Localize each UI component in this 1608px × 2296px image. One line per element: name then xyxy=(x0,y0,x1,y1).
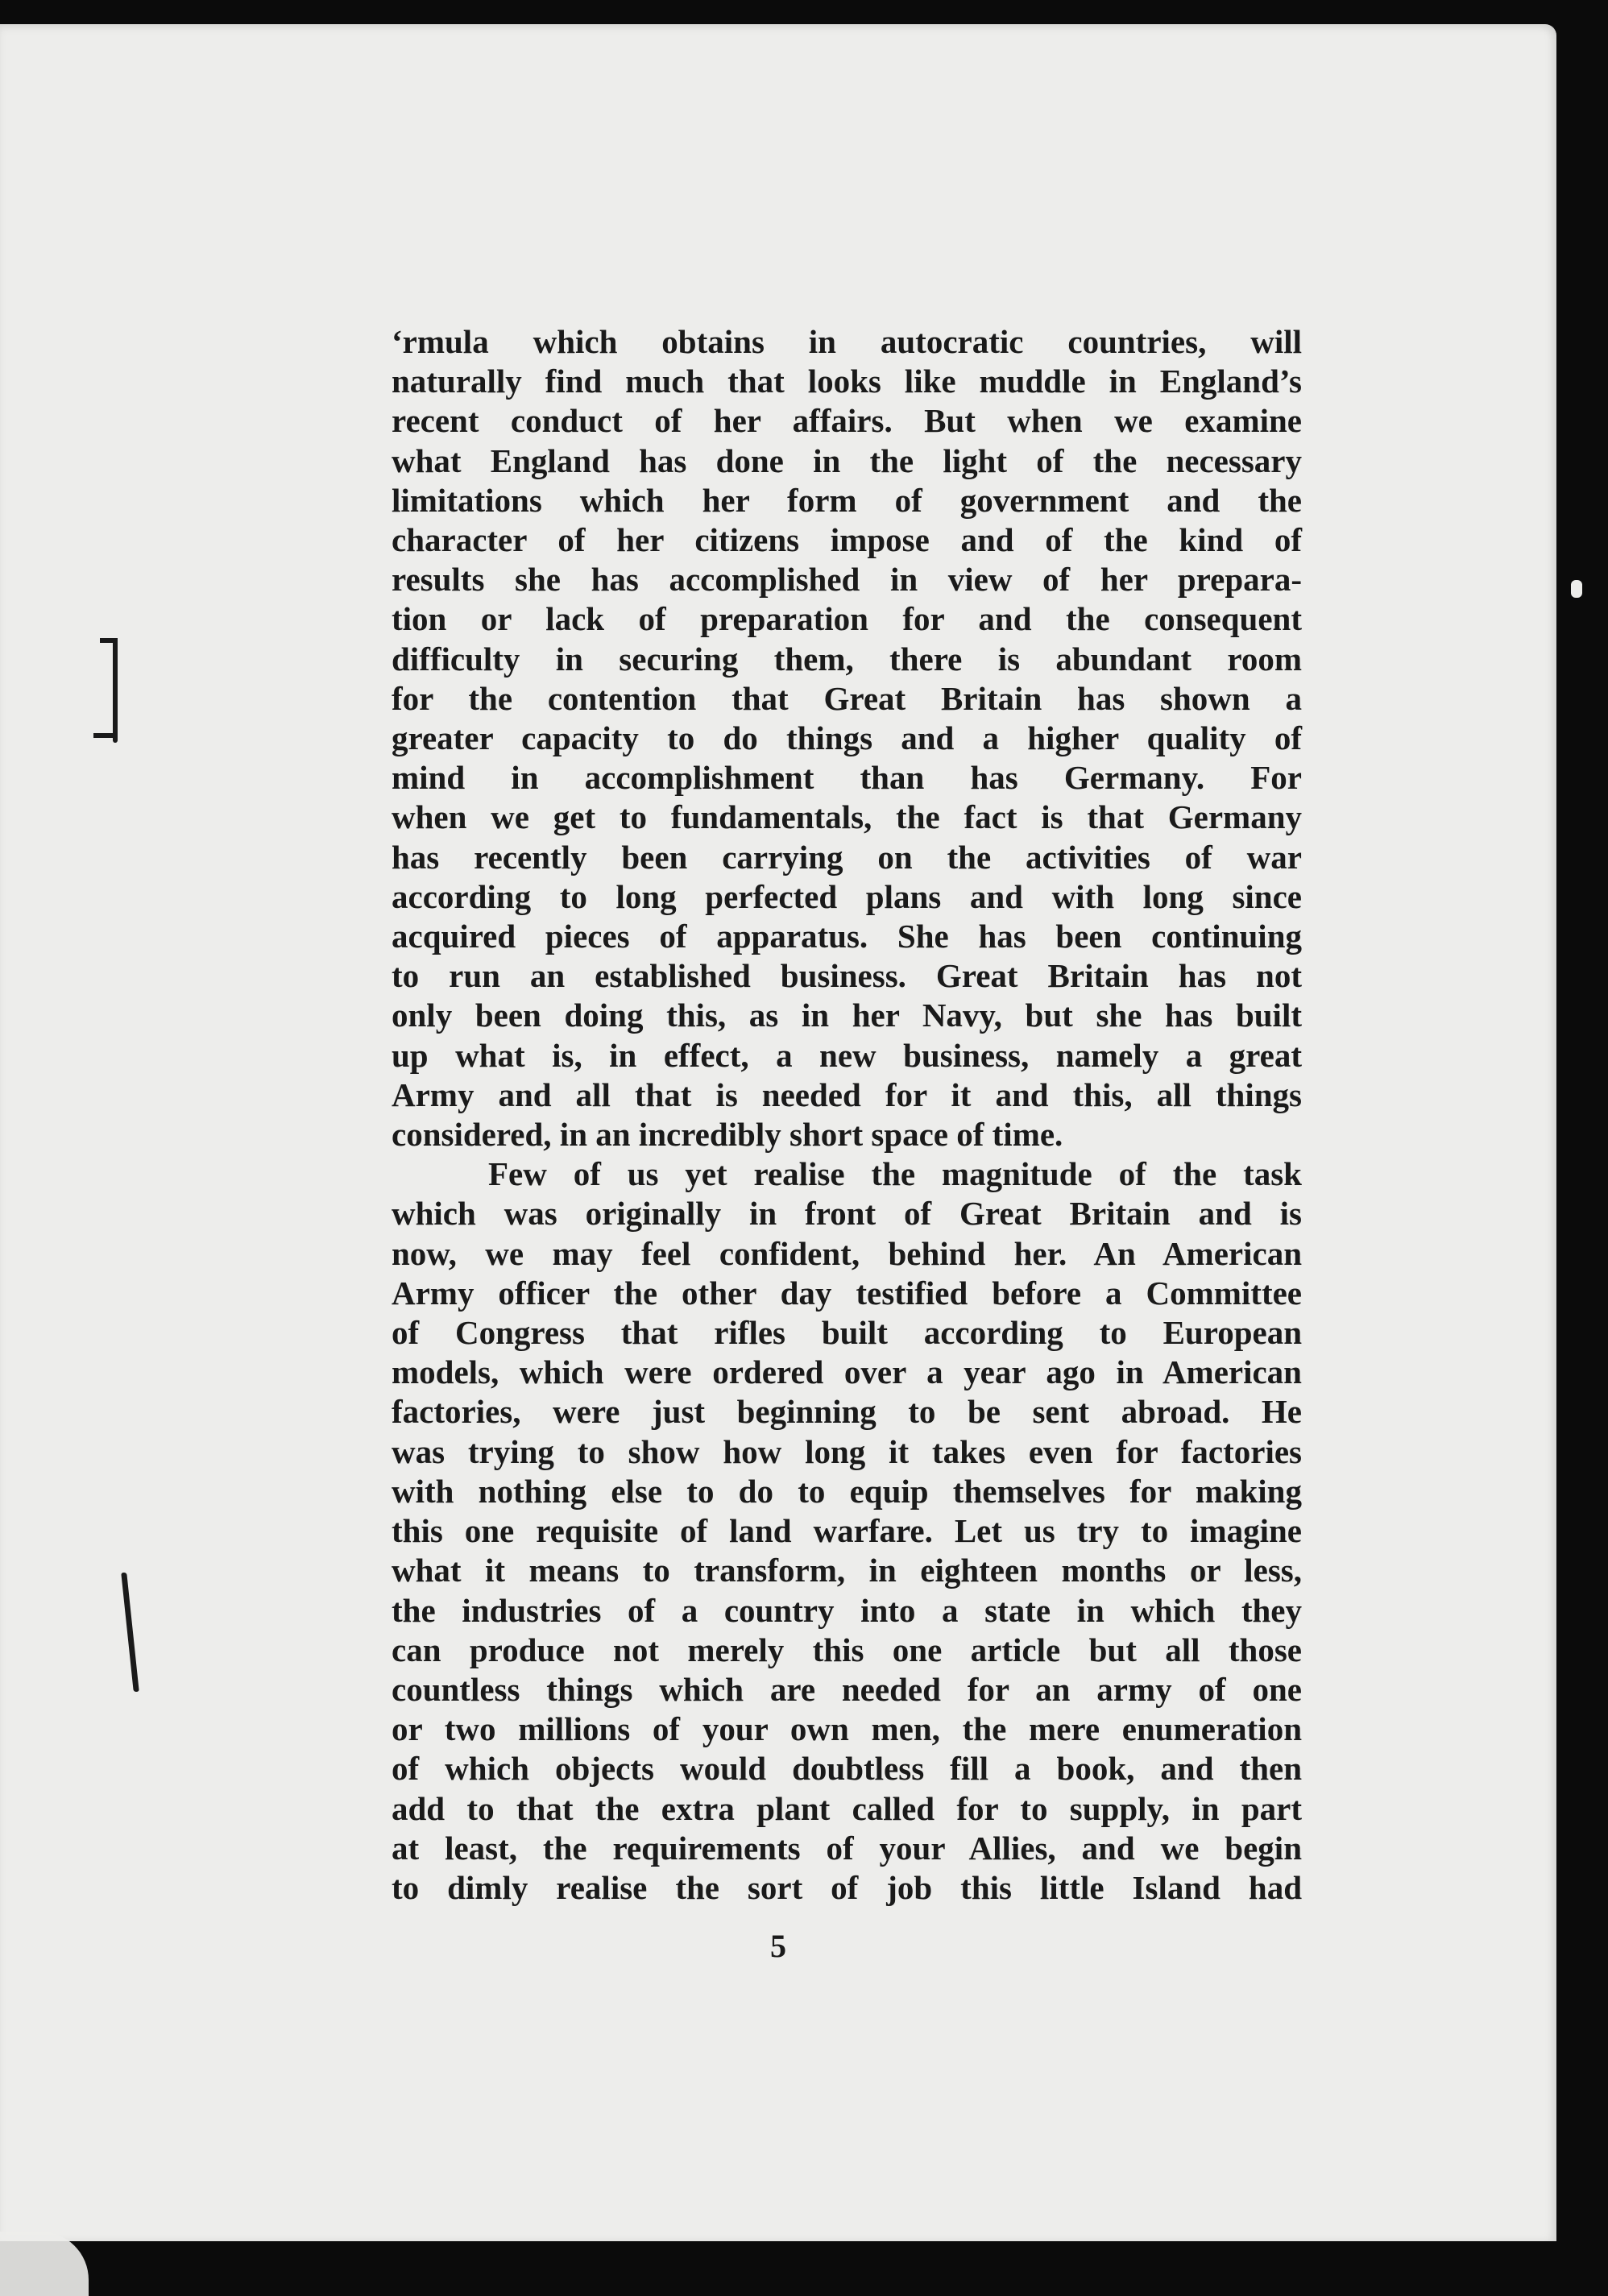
text-line: limitations which her form of government and the xyxy=(392,481,1302,519)
text-line: to run an established business. Great Britain has not xyxy=(392,957,1302,995)
text-line: countless things which are needed for an army of one xyxy=(392,1670,1302,1708)
text-line: add to that the extra plant called for to supply, in part xyxy=(392,1789,1302,1827)
text-line: difficulty in securing them, there is abundant room xyxy=(392,640,1302,678)
margin-bracket-mark-bottom xyxy=(93,733,118,738)
text-line: Army and all that is needed for it and this, all things xyxy=(392,1075,1302,1113)
text-line: character of her citizens impose and of the kind of xyxy=(392,521,1302,559)
text-line: to dimly realise the sort of job this little Island had xyxy=(392,1868,1302,1906)
text-line: of Congress that rifles built according to European xyxy=(392,1314,1302,1352)
text-line: can produce not merely this one article but all those xyxy=(392,1631,1302,1668)
text-line: considered, in an incredibly short space of time. xyxy=(392,1116,1063,1154)
text-line: this one requisite of land warfare. Let us try to imagine xyxy=(392,1512,1302,1550)
book-page xyxy=(0,24,1556,2241)
text-line: has recently been carrying on the activities of war xyxy=(392,838,1302,876)
text-line: greater capacity to do things and a higher quality of xyxy=(392,719,1302,757)
text-line: or two millions of your own men, the mere enumeration xyxy=(392,1710,1302,1748)
page-corner-fragment xyxy=(0,2232,89,2296)
text-line: with nothing else to do to equip themselves for making xyxy=(392,1472,1302,1510)
text-line: was trying to show how long it takes even for factories xyxy=(392,1432,1302,1470)
text-line: now, we may feel confident, behind her. An American xyxy=(392,1234,1302,1272)
text-line: models, which were ordered over a year ago in American xyxy=(392,1353,1302,1391)
text-line: results she has accomplished in view of her prepara- xyxy=(392,561,1302,599)
text-line: mind in accomplishment than has Germany. For xyxy=(392,759,1302,797)
margin-paren-mark xyxy=(121,1573,139,1692)
text-line: Few of us yet realise the magnitude of the task xyxy=(488,1155,1302,1193)
text-line: which was originally in front of Great Britain and is xyxy=(392,1195,1302,1233)
text-line: ‘rmula which obtains in autocratic countries, will xyxy=(392,323,1302,360)
text-line: recent conduct of her affairs. But when we examine xyxy=(392,402,1302,440)
text-line: when we get to fundamentals, the fact is that Germany xyxy=(392,798,1302,836)
text-line: tion or lack of preparation for and the consequent xyxy=(392,600,1302,638)
text-line: what it means to transform, in eighteen months or less, xyxy=(392,1552,1302,1589)
text-line: of which objects would doubtless fill a book, and then xyxy=(392,1750,1302,1788)
text-line: at least, the requirements of your Allies, and we begin xyxy=(392,1829,1302,1867)
text-line: the industries of a country into a state in which they xyxy=(392,1591,1302,1629)
text-line: Army officer the other day testified before a Committee xyxy=(392,1274,1302,1312)
text-line: only been doing this, as in her Navy, but she has built xyxy=(392,997,1302,1034)
page-number: 5 xyxy=(770,1928,786,1964)
text-line: up what is, in effect, a new business, namely a great xyxy=(392,1036,1302,1074)
text-line: according to long perfected plans and with long since xyxy=(392,877,1302,915)
page-edge-fragment xyxy=(1571,580,1582,598)
text-line: for the contention that Great Britain has shown a xyxy=(392,679,1302,717)
text-line: factories, were just beginning to be sent abroad. He xyxy=(392,1393,1302,1431)
margin-bracket-mark xyxy=(113,638,118,743)
text-line: acquired pieces of apparatus. She has been continuing xyxy=(392,918,1302,955)
text-line: what England has done in the light of the necessary xyxy=(392,441,1302,479)
text-line: naturally find much that looks like muddle in England’s xyxy=(392,363,1302,400)
body-text xyxy=(392,322,1302,1908)
margin-bracket-mark-top xyxy=(100,638,118,643)
